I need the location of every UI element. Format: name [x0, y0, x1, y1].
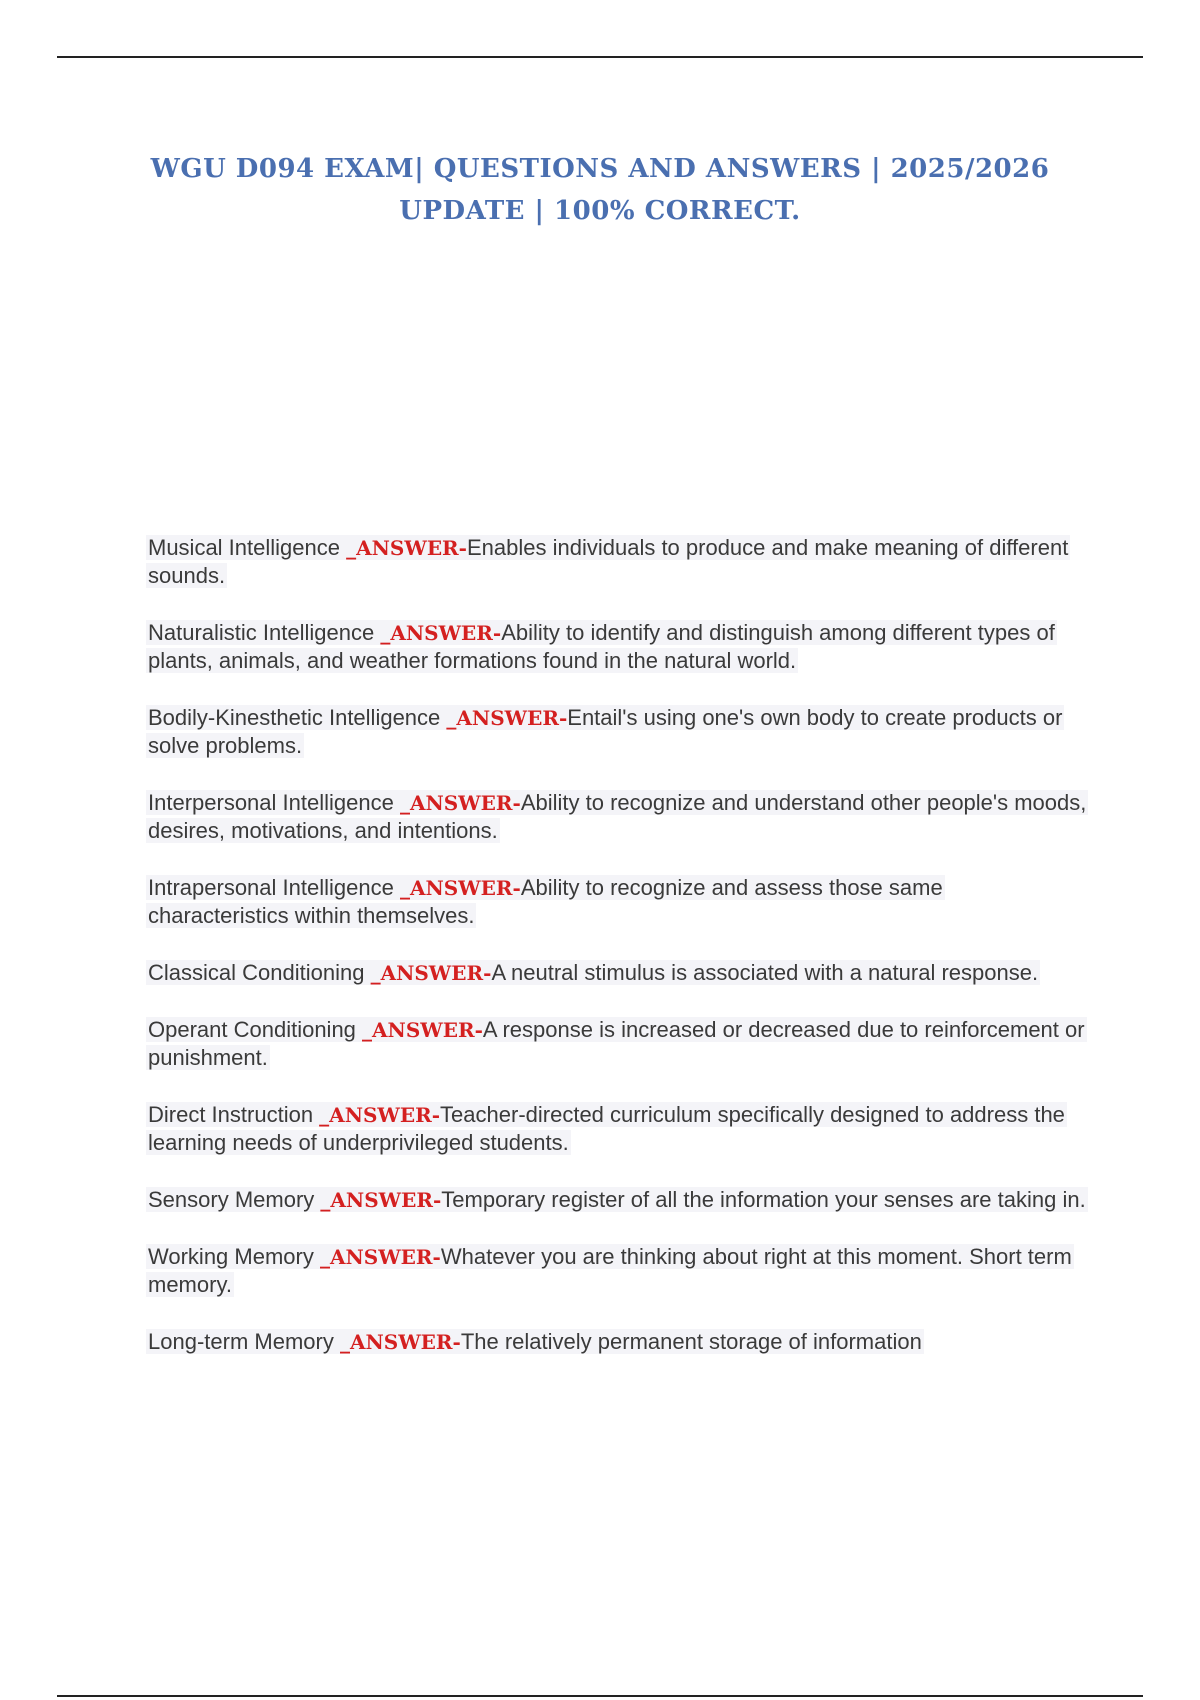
qa-definition: Ability to recognize and understand other people's moods, desires, motivations, and intentions.: [148, 790, 1087, 843]
qa-definition: Entail's using one's own body to create products or solve problems.: [148, 705, 1063, 758]
answer-marker: _ANSWER-: [399, 791, 521, 815]
qa-definition: Teacher-directed curriculum specifically designed to address the learning needs of underprivileged students.: [148, 1102, 1065, 1155]
qa-term: Musical Intelligence: [148, 535, 347, 560]
header-rule: [57, 56, 1143, 58]
qa-definition: Whatever you are thinking about right at this moment. Short term memory.: [148, 1244, 1072, 1297]
qa-term: Sensory Memory: [148, 1187, 321, 1212]
qa-item: [146, 704, 1088, 760]
footer-rule: [57, 1695, 1143, 1697]
qa-term: Interpersonal Intelligence: [148, 790, 400, 815]
answer-marker: _ANSWER-: [380, 621, 502, 645]
qa-definition: Temporary register of all the information your senses are taking in.: [441, 1187, 1086, 1212]
document-title: WGU D094 EXAM| QUESTIONS AND ANSWERS | 2025/2026 UPDATE | 100% CORRECT.: [150, 154, 1050, 226]
qa-definition: Ability to recognize and assess those same characteristics within themselves.: [148, 875, 943, 928]
qa-term: Classical Conditioning: [148, 960, 371, 985]
qa-item: [146, 534, 1088, 590]
answer-marker: _ANSWER-: [346, 536, 467, 560]
qa-item: [146, 1016, 1088, 1072]
answer-marker: _ANSWER-: [370, 961, 492, 985]
qa-term: Intrapersonal Intelligence: [148, 875, 400, 900]
qa-definition: A response is increased or decreased due to reinforcement or punishment.: [148, 1017, 1085, 1070]
answer-marker: _ANSWER-: [319, 1245, 441, 1269]
qa-term: Bodily-Kinesthetic Intelligence: [148, 705, 447, 730]
answer-marker: _ANSWER-: [319, 1103, 441, 1127]
answer-marker: _ANSWER-: [446, 706, 568, 730]
qa-term: Working Memory: [148, 1244, 320, 1269]
qa-item: [146, 789, 1088, 845]
qa-item: [146, 1101, 1088, 1157]
answer-marker: _ANSWER-: [339, 1330, 461, 1354]
qa-definition: Ability to identify and distinguish among different types of plants, animals, and weather formations found in the natural world.: [148, 620, 1055, 673]
qa-item: [146, 1186, 1088, 1214]
qa-definition: The relatively permanent storage of information: [460, 1329, 922, 1354]
answer-marker: _ANSWER-: [362, 1018, 483, 1042]
qa-list: [146, 534, 1088, 1385]
qa-item: [146, 874, 1088, 930]
qa-item: [146, 619, 1088, 675]
answer-marker: _ANSWER-: [320, 1188, 442, 1212]
qa-term: Operant Conditioning: [148, 1017, 363, 1042]
qa-term: Naturalistic Intelligence: [148, 620, 381, 645]
qa-item: [146, 1243, 1088, 1299]
qa-item: [146, 1328, 1088, 1356]
qa-item: [146, 959, 1088, 987]
qa-term: Direct Instruction: [148, 1102, 320, 1127]
answer-marker: _ANSWER-: [399, 876, 521, 900]
qa-term: Long-term Memory: [148, 1329, 340, 1354]
qa-definition: Enables individuals to produce and make meaning of different sounds.: [148, 535, 1069, 588]
qa-definition: A neutral stimulus is associated with a natural response.: [491, 960, 1039, 985]
